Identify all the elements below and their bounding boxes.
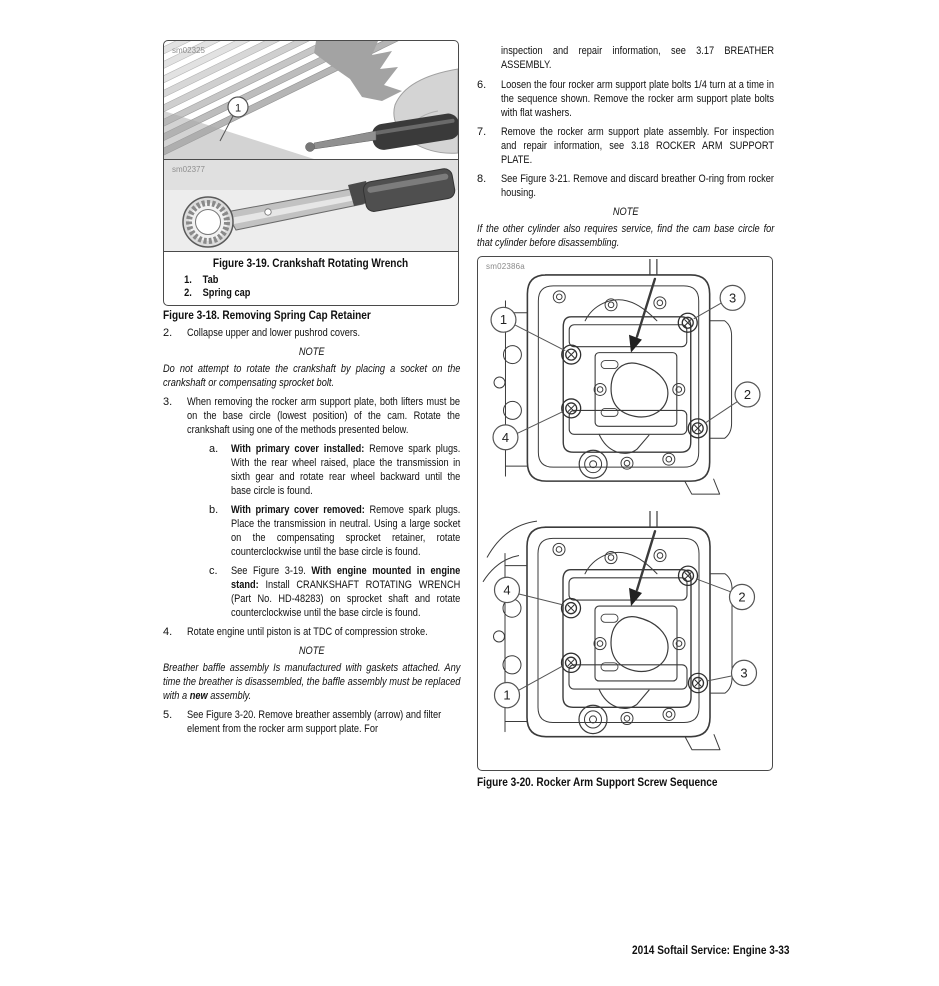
substep-bold-lead: With primary cover removed: bbox=[231, 504, 365, 516]
figure-318-photo bbox=[164, 41, 458, 160]
photo1-image-label: sm02325 bbox=[172, 46, 205, 55]
step-8 bbox=[477, 172, 774, 200]
substep-letter: a. bbox=[209, 443, 219, 455]
note-heading: NOTE bbox=[298, 346, 325, 358]
page-footer: 2014 Softail Service: Engine 3-33 bbox=[631, 943, 789, 957]
note-post: assembly. bbox=[207, 690, 252, 702]
step-4 bbox=[163, 625, 460, 639]
step-text: Collapse upper and lower pushrod covers. bbox=[187, 327, 361, 339]
figure-318-319-block bbox=[163, 40, 459, 306]
substep-text bbox=[231, 442, 460, 498]
rocker-support-diagram-2 bbox=[479, 511, 773, 767]
spring-cap-art bbox=[306, 143, 315, 152]
step-2 bbox=[163, 326, 460, 340]
step-number: 3. bbox=[163, 396, 173, 408]
note-heading: NOTE bbox=[612, 206, 639, 218]
note-text bbox=[163, 661, 460, 703]
step-number: 6. bbox=[477, 79, 487, 91]
step-text: See Figure 3-20. Remove breather assembly (arrow) and filter element from the rocker arm support plate. For bbox=[187, 709, 442, 735]
note-heading: NOTE bbox=[298, 645, 325, 657]
diagram-2-callouts bbox=[495, 577, 757, 708]
legend-number: 2. bbox=[184, 287, 192, 299]
legend-label: Tab bbox=[202, 274, 219, 286]
substep-text bbox=[231, 503, 460, 559]
figure-319-photo bbox=[164, 160, 458, 252]
figure-320-block bbox=[477, 256, 773, 771]
step-number: 5. bbox=[163, 709, 173, 721]
substep-letter: c. bbox=[209, 565, 218, 577]
step-text: Remove the rocker arm support plate assembly. For inspection and repair information, see 3.18 ROCKER ARM SUPPORT PLATE. bbox=[501, 126, 774, 166]
figure-320-image-label: sm02386a bbox=[486, 262, 525, 271]
substep-bold-lead: With primary cover installed: bbox=[231, 443, 365, 455]
substep-text bbox=[231, 564, 460, 620]
legend-number: 1. bbox=[184, 274, 192, 286]
diagram-1-callouts bbox=[491, 285, 760, 449]
tool-shaft-art bbox=[314, 131, 376, 149]
callout-number: 4 bbox=[503, 582, 511, 598]
note-text: If the other cylinder also requires service, find the cam base circle for that cylinder before disassembling. bbox=[477, 223, 775, 249]
step-number: 7. bbox=[477, 126, 487, 138]
photo2-image-label: sm02377 bbox=[172, 165, 205, 174]
callout-number: 4 bbox=[501, 429, 510, 445]
step-text: Rotate engine until piston is at TDC of compression stroke. bbox=[187, 626, 428, 638]
step-5-continuation: inspection and repair information, see 3.17 BREATHER ASSEMBLY. bbox=[501, 45, 774, 71]
photo-callout-number: 1 bbox=[234, 102, 242, 115]
figure-318-caption: Figure 3-18. Removing Spring Cap Retainer bbox=[163, 308, 371, 322]
figure-320-caption: Figure 3-20. Rocker Arm Support Screw Sequence bbox=[477, 775, 718, 789]
note-pre: Breather baffle assembly Is manufactured with gaskets attached. Any time the breather is disassembled, the baffle assembly must be replaced with a bbox=[163, 662, 461, 702]
callout-number: 3 bbox=[740, 665, 748, 681]
legend-item-spring-cap bbox=[164, 287, 457, 300]
legend-item-tab bbox=[164, 274, 457, 287]
figure-319-caption: Figure 3-19. Crankshaft Rotating Wrench bbox=[212, 256, 409, 270]
step-3b bbox=[209, 503, 460, 559]
figure-318-legend bbox=[164, 271, 458, 305]
step-number: 4. bbox=[163, 626, 173, 638]
callout-number: 1 bbox=[503, 687, 511, 703]
step-text: Loosen the four rocker arm support plate bolts 1/4 turn at a time in the sequence shown. Remove the rocker arm support plate bolts with flat washers. bbox=[501, 79, 774, 119]
rocker-support-diagram-1 bbox=[479, 259, 773, 511]
step-number: 2. bbox=[163, 327, 173, 339]
context-lines-art bbox=[483, 521, 537, 582]
wrench-photo-art bbox=[164, 160, 458, 251]
step-7 bbox=[477, 125, 774, 167]
step-6 bbox=[477, 78, 774, 120]
step-3c bbox=[209, 564, 460, 620]
step-text: When removing the rocker arm support plate, both lifters must be on the base circle (lowest position) of the cam. Rotate the crankshaft using one of the methods presented below. bbox=[187, 396, 460, 436]
substep-body: Install CRANKSHAFT ROTATING WRENCH (Part No. HD-48283) on sprocket shaft and rotate counterclockwise until the base circle is found. bbox=[231, 579, 461, 619]
step-5 bbox=[163, 708, 460, 736]
legend-label: Spring cap bbox=[202, 287, 251, 299]
substep-body: Remove spark plugs. With the rear wheel raised, place the transmission in sixth gear and rotate rear wheel backward until the base circle is found. bbox=[231, 443, 461, 497]
substep-bold-lead: With engine mounted in engine stand: bbox=[231, 565, 461, 591]
step-3a bbox=[209, 442, 460, 498]
callout-number: 2 bbox=[738, 589, 746, 605]
substep-pre: See Figure 3-19. bbox=[231, 565, 312, 577]
step-3 bbox=[163, 395, 460, 437]
spring-cap-photo-art bbox=[164, 41, 458, 159]
note-text: Do not attempt to rotate the crankshaft by placing a socket on the crankshaft or compensating sprocket bolt. bbox=[163, 363, 461, 389]
substep-letter: b. bbox=[209, 504, 219, 516]
note-bold-word: new bbox=[189, 690, 208, 702]
callout-number: 2 bbox=[743, 386, 752, 402]
left-column bbox=[163, 40, 460, 741]
right-column bbox=[477, 44, 774, 793]
step-text: See Figure 3-21. Remove and discard breather O-ring from rocker housing. bbox=[501, 173, 774, 199]
substep-body: Remove spark plugs. Place the transmission in neutral. Using a large socket on the compensating sprocket retainer, rotate counterclockwise until the base circle is found. bbox=[231, 504, 461, 558]
callout-number: 3 bbox=[728, 290, 737, 306]
step-number: 8. bbox=[477, 173, 487, 185]
callout-number: 1 bbox=[499, 312, 508, 328]
